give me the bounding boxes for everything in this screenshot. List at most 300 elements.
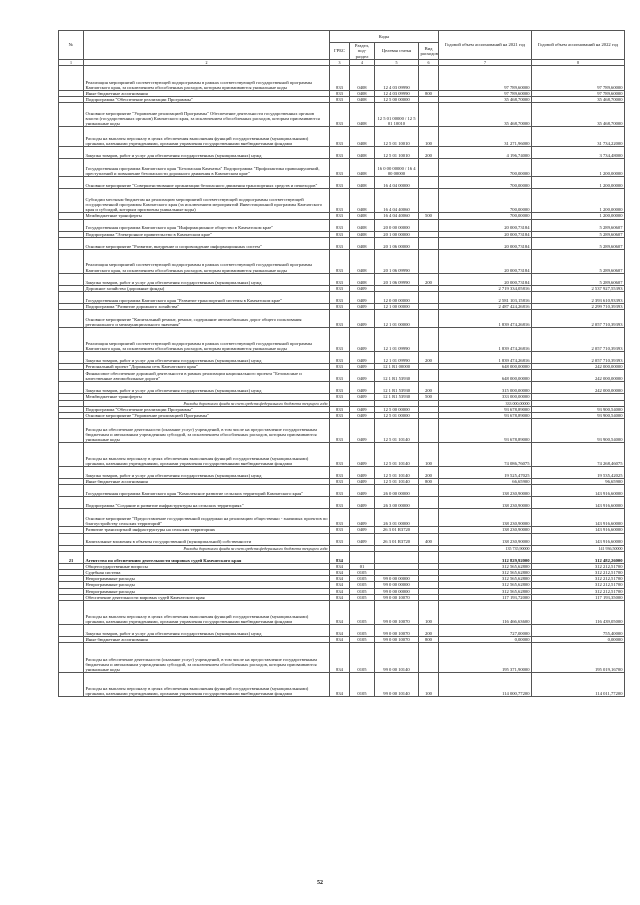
row-target xyxy=(375,551,419,563)
row-grbs: 833 xyxy=(330,91,350,97)
row-target: 12 1 01 00000 xyxy=(375,310,419,328)
row-number xyxy=(59,177,84,189)
row-amount-2022: 242 000,00000 xyxy=(532,370,625,382)
row-name: Расходы на обеспечение деятельности (оказание услуг) учреждений, в том числе на предоставление государственным бюджетным и автономным учреждениям субсидий, за исключением обособленных расходов, которым присваиваются уникальные коды xyxy=(84,643,330,673)
row-amount-2022: 2 299 710,39393 xyxy=(532,304,625,310)
row-name: Иные бюджетные ассигнования xyxy=(84,479,330,485)
row-name: Закупка товаров, работ и услуг для обеспечения государственных (муниципальных) нужд xyxy=(84,467,330,479)
table-row xyxy=(59,419,625,443)
row-grbs: 833 xyxy=(330,213,350,219)
row-number xyxy=(59,509,84,527)
table-row xyxy=(59,249,625,273)
row-razdel: 0408 xyxy=(350,66,375,91)
row-amount-2022: 242 000,00000 xyxy=(532,382,625,394)
row-amount-2021: 727,00000 xyxy=(439,625,532,637)
row-vid xyxy=(419,292,439,304)
row-amount-2021: 312 565,62800 xyxy=(439,576,532,582)
row-amount-2022: 35 468,70000 xyxy=(532,97,625,103)
row-grbs: 833 xyxy=(330,527,350,533)
row-grbs: 833 xyxy=(330,497,350,509)
row-amount-2022: 1 200,00000 xyxy=(532,177,625,189)
row-grbs: 834 xyxy=(330,588,350,594)
row-name: Расходы дорожного фонда за счет средств федерального бюджета текущего года xyxy=(84,400,330,406)
row-amount-2022: 755,40000 xyxy=(532,625,625,637)
row-name: Непрограммные расходы xyxy=(84,588,330,594)
row-grbs: 833 xyxy=(330,394,350,400)
row-number xyxy=(59,159,84,177)
row-amount-2021: 138 230,90000 xyxy=(439,497,532,509)
row-number xyxy=(59,370,84,382)
row-razdel: 0105 xyxy=(350,570,375,576)
row-name: Расходы на обеспечение деятельности (оказание услуг) учреждений, в том числе на предоставление государственным бюджетным и автономным учреждениям субсидий, за исключением обособленных расходов, которым присваиваются уникальные коды xyxy=(84,419,330,443)
row-grbs: 833 xyxy=(330,419,350,443)
row-razdel: 0105 xyxy=(350,637,375,643)
row-name: Закупка товаров, работ и услуг для обеспечения государственных (муниципальных) нужд xyxy=(84,382,330,394)
row-target: 12 5 01 10140 xyxy=(375,419,419,443)
row-amount-2021: 135 735,90000 xyxy=(439,545,532,551)
row-amount-2022: 312 212,51700 xyxy=(532,588,625,594)
table-row xyxy=(59,643,625,673)
table-header xyxy=(59,31,625,66)
row-amount-2022: 2 057 710,39393 xyxy=(532,310,625,328)
row-razdel: 0105 xyxy=(350,594,375,600)
row-number xyxy=(59,497,84,509)
row-amount-2021: 312 565,62800 xyxy=(439,563,532,569)
row-amount-2022: 74 268,46075 xyxy=(532,443,625,467)
row-name: Иные бюджетные ассигнования xyxy=(84,637,330,643)
table-row xyxy=(59,509,625,527)
table-row xyxy=(59,147,625,159)
row-razdel: 0408 xyxy=(350,147,375,159)
row-amount-2022: 35 468,70000 xyxy=(532,103,625,127)
row-amount-2022: 5 289,60607 xyxy=(532,219,625,231)
row-amount-2021: 20 000,73184 xyxy=(439,231,532,237)
row-razdel: 0409 xyxy=(350,285,375,291)
row-name: Подпрограмма "Обеспечение реализации Программы" xyxy=(84,406,330,412)
row-name: Государственная программа Камчатского края "Развитие транспортной системы в Камчатском крае" xyxy=(84,292,330,304)
row-amount-2021: 195 371,90000 xyxy=(439,643,532,673)
row-amount-2022: 93 900,54000 xyxy=(532,413,625,419)
row-vid xyxy=(419,643,439,673)
row-number xyxy=(59,147,84,159)
row-amount-2022: 143 916,60000 xyxy=(532,527,625,533)
row-grbs: 833 xyxy=(330,304,350,310)
row-grbs: 834 xyxy=(330,673,350,697)
row-amount-2022: 2 537 927,55393 xyxy=(532,285,625,291)
row-target: 12 1 00 00000 xyxy=(375,304,419,310)
row-amount-2022: 0,00000 xyxy=(532,637,625,643)
header-year-2022: Годовой объем ассигнований на 2022 год xyxy=(532,31,625,60)
row-amount-2021: 97 789,60000 xyxy=(439,91,532,97)
row-name: Подпрограмма "Развитие дорожного хозяйства" xyxy=(84,304,330,310)
row-amount-2021: 66,65900 xyxy=(439,479,532,485)
row-vid xyxy=(419,249,439,273)
row-amount-2021: 93 678,89000 xyxy=(439,406,532,412)
row-grbs: 833 xyxy=(330,97,350,103)
row-target: 99 0 00 10140 xyxy=(375,673,419,697)
row-number xyxy=(59,219,84,231)
row-target: 12 1 01 09990 xyxy=(375,328,419,352)
row-razdel: 0105 xyxy=(350,576,375,582)
header-target: Целевая статья xyxy=(375,43,419,60)
row-name: Реализация мероприятий соответствующей подпрограммы в рамках соответствующей государственной программы Камчатского края, за исключением обособленных расходов, которым присваиваются уникальные коды xyxy=(84,328,330,352)
row-grbs: 833 xyxy=(330,127,350,147)
header-razdel: Раздел, под-раздел xyxy=(350,43,375,60)
row-amount-2021: 20 000,73184 xyxy=(439,237,532,249)
row-vid: 200 xyxy=(419,467,439,479)
row-razdel: 0105 xyxy=(350,601,375,625)
row-vid xyxy=(419,219,439,231)
row-target: 26 3 01 00000 xyxy=(375,509,419,527)
row-razdel: 0409 xyxy=(350,467,375,479)
row-vid: 100 xyxy=(419,127,439,147)
row-razdel: 0408 xyxy=(350,177,375,189)
table-row xyxy=(59,273,625,285)
row-grbs: 833 xyxy=(330,509,350,527)
row-vid: 100 xyxy=(419,601,439,625)
row-amount-2021: 312 829,92000 xyxy=(439,551,532,563)
row-target: 99 0 00 10140 xyxy=(375,643,419,673)
row-amount-2022: 1 200,00000 xyxy=(532,159,625,177)
row-amount-2022: 2 057 710,39393 xyxy=(532,352,625,364)
row-grbs: 834 xyxy=(330,576,350,582)
row-name: Расходы на выплаты персоналу в целях обеспечения выполнения функций государственными (муниципальными) органами, казенными учреждениями, органами управления государственными внебюджетными фондами xyxy=(84,127,330,147)
table-row xyxy=(59,189,625,213)
row-amount-2022: 143 916,60000 xyxy=(532,509,625,527)
row-vid xyxy=(419,103,439,127)
row-name: Региональный проект "Дорожная сеть Камчатского края" xyxy=(84,364,330,370)
row-number xyxy=(59,310,84,328)
row-name: Закупка товаров, работ и услуг для обеспечения государственных (муниципальных) нужд xyxy=(84,147,330,159)
row-amount-2022: 5 289,60607 xyxy=(532,237,625,249)
table-row xyxy=(59,551,625,563)
row-number xyxy=(59,189,84,213)
row-razdel: 0409 xyxy=(350,509,375,527)
row-name: Реализация мероприятий соответствующей подпрограммы в рамках соответствующей государственной программы Камчатского края, за исключением обособленных расходов, которым присваиваются уникальные коды xyxy=(84,249,330,273)
row-target: 12 5 01 10140 xyxy=(375,467,419,479)
row-target: 12 5 01 00000 xyxy=(375,413,419,419)
row-name: Закупка товаров, работ и услуг для обеспечения государственных (муниципальных) нужд xyxy=(84,273,330,285)
row-amount-2021: 1 839 474,26816 xyxy=(439,328,532,352)
row-razdel: 0408 xyxy=(350,91,375,97)
row-target: 99 0 00 10070 xyxy=(375,594,419,600)
row-razdel xyxy=(350,551,375,563)
row-number xyxy=(59,127,84,147)
row-amount-2021: 648 000,00000 xyxy=(439,364,532,370)
row-grbs: 833 xyxy=(330,249,350,273)
header-index: 5 xyxy=(375,60,419,66)
row-number xyxy=(59,249,84,273)
row-amount-2022: 143 916,60000 xyxy=(532,485,625,497)
row-grbs: 833 xyxy=(330,147,350,159)
row-name: Основное мероприятие "Развитие, внедрение и сопровождение информационных систем" xyxy=(84,237,330,249)
row-vid xyxy=(419,328,439,352)
row-name: Иные бюджетные ассигнования xyxy=(84,91,330,97)
table-row xyxy=(59,177,625,189)
row-name: Реализация мероприятий соответствующей подпрограммы в рамках соответствующей государственной программы Камчатского края, за исключением обособленных расходов, которым присваиваются уникальные коды xyxy=(84,66,330,91)
row-amount-2021: 0,00000 xyxy=(439,637,532,643)
row-amount-2021: 93 678,89000 xyxy=(439,413,532,419)
row-name: Финансовое обеспечение дорожной деятельности в рамках реализации национального проекта "Безопасные и качественные автомобильные дороги" xyxy=(84,370,330,382)
row-name: Основное мероприятие "Предоставление государственной поддержки на реализацию общественно - значимых проектов по благоустройству сельских территорий" xyxy=(84,509,330,527)
row-amount-2021: 2 487 424,26816 xyxy=(439,304,532,310)
row-razdel: 0409 xyxy=(350,364,375,370)
row-number xyxy=(59,533,84,545)
row-razdel: 0105 xyxy=(350,582,375,588)
row-vid xyxy=(419,310,439,328)
row-name: Подпрограмма "Создание и развитие инфраструктуры на сельских территориях" xyxy=(84,497,330,509)
row-grbs: 833 xyxy=(330,364,350,370)
row-amount-2022: 1 200,00000 xyxy=(532,213,625,219)
row-grbs: 833 xyxy=(330,382,350,394)
row-target: 12 5 01 00000 / 12 5 01 10010 xyxy=(375,103,419,127)
row-amount-2021: 138 230,90000 xyxy=(439,485,532,497)
row-amount-2021: 333 000,00000 xyxy=(439,394,532,400)
row-vid: 100 xyxy=(419,673,439,697)
row-amount-2021: 1 839 474,26816 xyxy=(439,310,532,328)
row-razdel: 0408 xyxy=(350,97,375,103)
row-name: Межбюджетные трансферты xyxy=(84,213,330,219)
row-amount-2021: 700,00000 xyxy=(439,159,532,177)
row-amount-2022: 116 439,05000 xyxy=(532,601,625,625)
table-row xyxy=(59,601,625,625)
row-target: 12 0 00 00000 xyxy=(375,292,419,304)
row-grbs: 833 xyxy=(330,292,350,304)
row-razdel: 01 xyxy=(350,563,375,569)
row-amount-2022: 19 535,42025 xyxy=(532,467,625,479)
row-name: Подпрограмма "Обеспечение реализации Программы" xyxy=(84,97,330,103)
header-index: 2 xyxy=(84,60,330,66)
row-target: 12 5 00 00000 xyxy=(375,97,419,103)
row-number xyxy=(59,328,84,352)
row-grbs: 834 xyxy=(330,582,350,588)
row-name: Общегосударственные вопросы xyxy=(84,563,330,569)
header-index: 6 xyxy=(419,60,439,66)
row-grbs: 833 xyxy=(330,273,350,285)
row-razdel: 0408 xyxy=(350,273,375,285)
row-amount-2022: 31 734,22000 xyxy=(532,127,625,147)
row-amount-2022: 312 212,51700 xyxy=(532,570,625,576)
row-razdel: 0409 xyxy=(350,304,375,310)
row-amount-2022: 114 011,77200 xyxy=(532,673,625,697)
table-row xyxy=(59,159,625,177)
table-row xyxy=(59,533,625,545)
row-vid: 200 xyxy=(419,147,439,159)
row-amount-2021: 20 000,73184 xyxy=(439,273,532,285)
row-razdel: 0409 xyxy=(350,533,375,545)
row-amount-2021: 333 000,00000 xyxy=(439,400,532,406)
row-vid: 200 xyxy=(419,352,439,364)
row-amount-2022: 97 789,60000 xyxy=(532,66,625,91)
row-grbs: 833 xyxy=(330,406,350,412)
row-vid xyxy=(419,497,439,509)
row-razdel: 0408 xyxy=(350,159,375,177)
row-grbs: 833 xyxy=(330,177,350,189)
table-row xyxy=(59,370,625,382)
row-grbs: 834 xyxy=(330,563,350,569)
row-number xyxy=(59,673,84,697)
row-amount-2022: 312 212,51700 xyxy=(532,582,625,588)
budget-table-sheet xyxy=(58,30,624,697)
row-name: Расходы на выплаты персоналу в целях обеспечения выполнения функций государственными (муниципальными) органами, казенными учреждениями, органами управления государственными внебюджетными фондами xyxy=(84,443,330,467)
row-grbs: 833 xyxy=(330,370,350,382)
row-amount-2021: 97 789,60000 xyxy=(439,66,532,91)
row-amount-2021: 1 839 474,26816 xyxy=(439,352,532,364)
row-vid: 100 xyxy=(419,443,439,467)
row-target: 12 4 03 09990 xyxy=(375,91,419,97)
row-target: 12 5 01 10010 xyxy=(375,127,419,147)
row-number xyxy=(59,292,84,304)
row-target: 12 5 00 00000 xyxy=(375,406,419,412)
row-grbs: 834 xyxy=(330,601,350,625)
table-row xyxy=(59,328,625,352)
row-razdel: 0408 xyxy=(350,189,375,213)
row-name: Основное мероприятие "Совершенствование организации безопасного движения транспортных средств и пешеходов" xyxy=(84,177,330,189)
row-target: 12 5 01 10140 xyxy=(375,443,419,467)
row-amount-2021: 138 230,90000 xyxy=(439,509,532,527)
row-target: 16 4 04 40060 xyxy=(375,189,419,213)
row-razdel: 0409 xyxy=(350,352,375,364)
row-name: Основное мероприятие "Капитальный ремонт, ремонт, содержание автомобильных дорог общего пользования регионального и межмуниципального значения" xyxy=(84,310,330,328)
row-vid xyxy=(419,177,439,189)
row-name: Основное мероприятие "Управление реализацией Программы" xyxy=(84,413,330,419)
row-razdel: 0409 xyxy=(350,419,375,443)
row-amount-2022: 3 734,48000 xyxy=(532,147,625,159)
row-amount-2022: 312 482,26000 xyxy=(532,551,625,563)
row-amount-2021: 700,00000 xyxy=(439,177,532,189)
row-grbs: 833 xyxy=(330,467,350,479)
row-amount-2022: 312 212,51700 xyxy=(532,563,625,569)
row-razdel: 0105 xyxy=(350,643,375,673)
row-amount-2021: 4 196,74000 xyxy=(439,147,532,159)
row-amount-2022: 5 289,60607 xyxy=(532,249,625,273)
row-amount-2021: 700,00000 xyxy=(439,189,532,213)
row-name: Расходы на выплаты персоналу в целях обеспечения выполнения функций государственными (муниципальными) органами, казенными учреждениями, органами управления государственными внебюджетными фондами xyxy=(84,601,330,625)
row-grbs: 833 xyxy=(330,310,350,328)
row-number xyxy=(59,485,84,497)
row-vid: 800 xyxy=(419,637,439,643)
row-target: 99 0 00 00000 xyxy=(375,588,419,594)
row-name: Непрограммные расходы xyxy=(84,582,330,588)
row-grbs: 834 xyxy=(330,625,350,637)
header-year-2021: Годовой объем ассигнований на 2021 год xyxy=(439,31,532,60)
row-razdel: 0409 xyxy=(350,413,375,419)
header-codes: Коды xyxy=(330,31,439,43)
row-name: Капитальные вложения в объекты государственной (муниципальной) собственности xyxy=(84,533,330,545)
table-row xyxy=(59,352,625,364)
row-amount-2021: 2 581 103,15816 xyxy=(439,292,532,304)
header-name xyxy=(84,31,330,60)
table-row xyxy=(59,237,625,249)
row-amount-2021: 315 000,00000 xyxy=(439,382,532,394)
row-name: Судебная система xyxy=(84,570,330,576)
table-row xyxy=(59,497,625,509)
row-number xyxy=(59,273,84,285)
budget-table xyxy=(58,30,625,697)
row-razdel: 0409 xyxy=(350,394,375,400)
row-target: 20 0 00 00000 xyxy=(375,219,419,231)
row-amount-2021: 312 565,62800 xyxy=(439,570,532,576)
row-name: Развитие транспортной инфраструктуры на сельских территориях xyxy=(84,527,330,533)
row-amount-2022: 141 936,50000 xyxy=(532,545,625,551)
row-number xyxy=(59,601,84,625)
row-amount-2022: 1 200,00000 xyxy=(532,189,625,213)
row-vid: 800 xyxy=(419,479,439,485)
row-target: 12 5 01 10010 xyxy=(375,147,419,159)
row-grbs: 833 xyxy=(330,159,350,177)
header-index: 7 xyxy=(439,60,532,66)
row-target: 12 1 R1 53930 xyxy=(375,370,419,382)
row-vid xyxy=(419,189,439,213)
row-grbs: 833 xyxy=(330,237,350,249)
row-number xyxy=(59,443,84,467)
row-amount-2022: 312 212,51700 xyxy=(532,576,625,582)
row-razdel: 0105 xyxy=(350,673,375,697)
row-razdel: 0408 xyxy=(350,103,375,127)
table-body xyxy=(59,66,625,697)
row-razdel: 0409 xyxy=(350,382,375,394)
row-target: 99 0 00 10070 xyxy=(375,601,419,625)
row-grbs: 833 xyxy=(330,328,350,352)
row-amount-2021: 116 466,63600 xyxy=(439,601,532,625)
row-target: 12 1 R1 53930 xyxy=(375,382,419,394)
row-target: 20 1 06 09990 xyxy=(375,249,419,273)
row-target: 26 3 01 R3720 xyxy=(375,533,419,545)
row-amount-2021: 648 000,00000 xyxy=(439,370,532,382)
row-amount-2021: 35 468,70000 xyxy=(439,103,532,127)
row-vid xyxy=(419,419,439,443)
row-amount-2022: 93 900,54000 xyxy=(532,419,625,443)
row-grbs: 834 xyxy=(330,594,350,600)
row-razdel: 0409 xyxy=(350,497,375,509)
row-target: 20 1 06 00000 xyxy=(375,237,419,249)
row-number xyxy=(59,625,84,637)
row-amount-2022: 97 789,60000 xyxy=(532,91,625,97)
header-index: 8 xyxy=(532,60,625,66)
table-row xyxy=(59,485,625,497)
row-grbs: 834 xyxy=(330,570,350,576)
row-target: 20 1 00 00000 xyxy=(375,231,419,237)
row-amount-2022: 195 019,16700 xyxy=(532,643,625,673)
row-target: 26 3 00 00000 xyxy=(375,497,419,509)
row-name: Государственная программа Камчатского края "Безопасная Камчатка" Подпрограмма "Профилактика правонарушений, преступлений и повышение безопасности дорожного движения в Камчатском крае" xyxy=(84,159,330,177)
row-razdel: 0409 xyxy=(350,310,375,328)
row-target: 20 1 06 09990 xyxy=(375,273,419,285)
row-amount-2022: 117 193,35000 xyxy=(532,594,625,600)
row-razdel: 0408 xyxy=(350,213,375,219)
row-target: 16 4 04 00000 xyxy=(375,177,419,189)
row-vid: 200 xyxy=(419,273,439,285)
header-index: 1 xyxy=(59,60,84,66)
row-target: 26 3 01 R3720 xyxy=(375,527,419,533)
row-grbs: 834 xyxy=(330,643,350,673)
row-amount-2021: 312 565,62800 xyxy=(439,588,532,594)
table-row xyxy=(59,310,625,328)
row-razdel: 0409 xyxy=(350,479,375,485)
row-razdel: 0409 xyxy=(350,328,375,352)
row-vid xyxy=(419,370,439,382)
row-grbs: 833 xyxy=(330,231,350,237)
page-number: 52 xyxy=(317,880,323,886)
row-target: 99 0 00 00000 xyxy=(375,582,419,588)
row-grbs: 833 xyxy=(330,485,350,497)
header-vid: Вид расходов xyxy=(419,43,439,60)
row-name: Агентство по обеспечению деятельности мировых судей Камчатского края xyxy=(84,551,330,563)
header-index: 4 xyxy=(350,60,375,66)
table-row xyxy=(59,443,625,467)
row-amount-2021: 138 230,90000 xyxy=(439,527,532,533)
row-razdel: 0408 xyxy=(350,219,375,231)
